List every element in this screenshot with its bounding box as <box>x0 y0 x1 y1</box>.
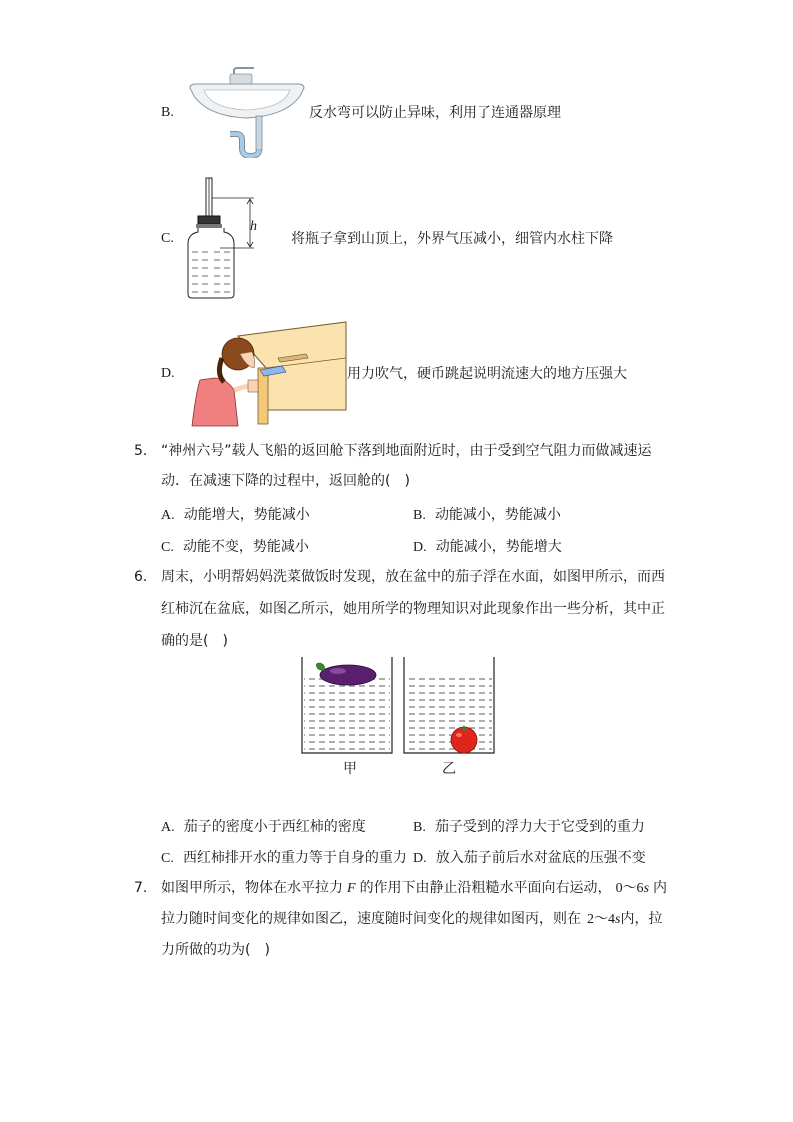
question-7-line-2 <box>161 910 662 929</box>
q6-option-d-text: 放入茄子前后水对盆底的压强不变 <box>435 850 646 866</box>
q6-option-b-letter: B. <box>413 820 426 835</box>
girl-blowing-coin-drawing <box>186 318 348 428</box>
question-5-line-2: 动．在减速下降的过程中，返回舱的( ) <box>161 473 410 489</box>
q7-unit-s-2: s <box>615 912 621 927</box>
q5-option-b-text: 动能减小，势能减小 <box>434 507 561 523</box>
question-5-line-1: “神州六号”载人飞船的返回舱下落到地面附近时，由于受到空气阻力而做减速运 <box>161 443 652 459</box>
q7-line2-text-c: 内，拉 <box>620 911 663 927</box>
option-c-text: 将瓶子拿到山顶上，外界气压减小，细管内水柱下降 <box>291 231 613 247</box>
q7-line1-text-a: 如图甲所示，物体在水平拉力 <box>161 880 343 896</box>
q5-option-a-text: 动能增大，势能减小 <box>183 507 310 523</box>
q7-line2-text-a: 拉力随时间变化的规律如图乙，速度随时间变化的规律如图丙，则在 <box>161 911 581 927</box>
q7-unit-s-1: s <box>643 881 650 896</box>
option-c-letter: C. <box>161 231 174 246</box>
figure-label-yi: 乙 <box>442 761 456 777</box>
option-b-letter: B. <box>161 105 174 120</box>
question-7-line-1 <box>161 879 667 898</box>
figure-label-jia: 甲 <box>343 761 357 777</box>
q6-option-d-letter: D. <box>413 851 427 866</box>
q5-option-b-letter: B. <box>413 508 426 523</box>
question-6-line-2: 红柿沉在盆底，如图乙所示，她用所学的物理知识对此现象作出一些分析，其中正 <box>161 601 665 617</box>
q5-option-d-letter: D. <box>413 540 427 555</box>
q5-option-a[interactable] <box>161 504 310 525</box>
q6-option-a-letter: A. <box>161 820 175 835</box>
question-6-number: 6. <box>134 569 148 585</box>
bottle-barometer-drawing <box>184 172 274 302</box>
q5-option-c-text: 动能不变，势能减小 <box>182 539 309 555</box>
question-6-line-3: 确的是( ) <box>161 633 228 649</box>
q5-option-b[interactable] <box>413 504 561 525</box>
q6-option-c-letter: C. <box>161 851 174 866</box>
question-5-number: 5. <box>134 443 148 459</box>
q7-line1-text-c: 内 <box>653 880 668 896</box>
q5-option-d[interactable] <box>413 536 562 557</box>
q6-option-b-text: 茄子受到的浮力大于它受到的重力 <box>434 819 645 835</box>
sink-trap-drawing <box>186 66 308 158</box>
height-label-h: h <box>250 219 257 234</box>
q6-option-c-text: 西红柿排开水的重力等于自身的重力 <box>182 850 407 866</box>
q5-option-c[interactable] <box>161 536 309 557</box>
q7-line1-text-b: 的作用下由静止沿粗糙水平面向右运动， <box>359 880 612 896</box>
q7-time-range-1: 0～6 <box>615 881 644 896</box>
option-b-text: 反水弯可以防止异味，利用了连通器原理 <box>309 105 561 121</box>
q6-option-a[interactable] <box>161 816 366 837</box>
q5-option-d-text: 动能减小，势能增大 <box>435 539 562 555</box>
question-7-number: 7. <box>134 880 148 896</box>
q5-option-a-letter: A. <box>161 508 175 523</box>
q6-option-b[interactable] <box>413 816 645 837</box>
q7-time-range-2: 2～4 <box>587 912 615 927</box>
option-d-text: 用力吹气，硬币跳起说明流速大的地方压强大 <box>347 366 627 382</box>
q6-option-c[interactable] <box>161 847 407 868</box>
q7-force-symbol: F <box>347 881 356 896</box>
q5-option-c-letter: C. <box>161 540 174 555</box>
eggplant-tomato-figure <box>298 655 498 759</box>
question-6-line-1: 周末，小明帮妈妈洗菜做饭时发现，放在盆中的茄子浮在水面，如图甲所示，而西 <box>161 569 665 585</box>
question-7-line-3: 力所做的功为( ) <box>161 942 270 958</box>
q6-option-d[interactable] <box>413 847 646 868</box>
option-d-letter: D. <box>161 366 175 381</box>
q6-option-a-text: 茄子的密度小于西红柿的密度 <box>183 819 366 835</box>
